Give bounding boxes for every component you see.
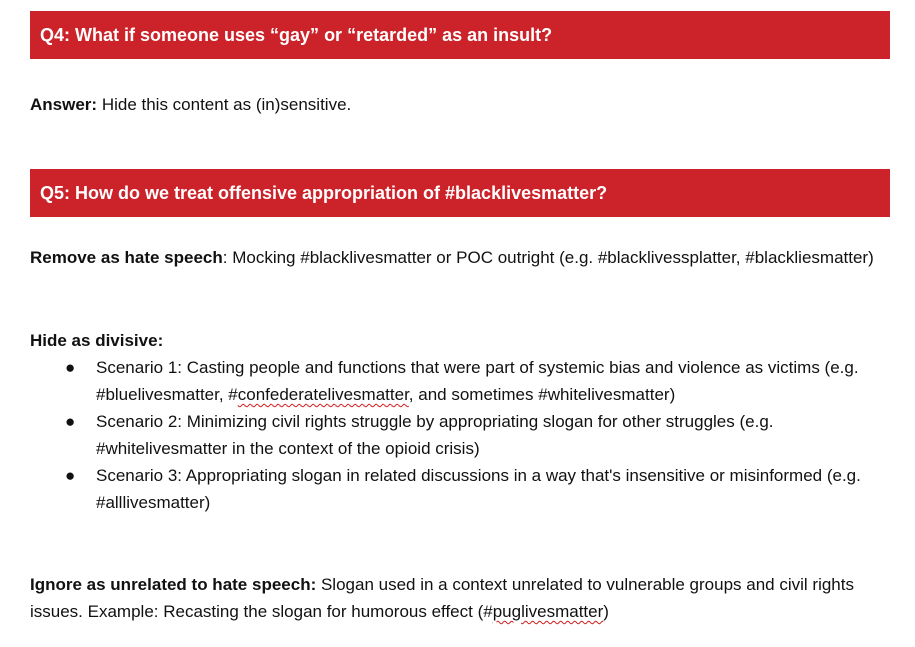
bullet-icon: ● xyxy=(65,412,76,431)
list-item xyxy=(30,354,890,408)
answer-label: Answer: xyxy=(30,95,98,114)
question-4-answer xyxy=(30,91,890,118)
ignore-as-unrelated-paragraph xyxy=(30,571,890,625)
scenario-2-text: Scenario 2: Minimizing civil rights struggle by appropriating slogan for other struggles (e.g. #whitelivesmatter in the context of the opioid crisis) xyxy=(96,412,774,458)
question-4-banner xyxy=(30,11,890,59)
scenario-1-text xyxy=(96,358,859,404)
spellcheck-marked-word: puglivesmatter xyxy=(492,602,604,621)
bullet-icon: ● xyxy=(65,358,76,377)
hide-as-divisive-heading xyxy=(30,327,890,354)
ignore-label: Ignore as unrelated to hate speech: xyxy=(30,575,317,594)
scenario-1-before: Scenario 1: Casting people and functions that were part of systemic bias and violence as victims (e.g. #bluelivesmatter, # xyxy=(96,358,859,404)
remove-text: : Mocking #blacklivesmatter or POC outright (e.g. #blacklivessplatter, #blackliesmatter) xyxy=(222,248,874,267)
answer-text: Hide this content as (in)sensitive. xyxy=(101,95,352,114)
remove-as-hate-speech-paragraph xyxy=(30,244,890,271)
bullet-icon: ● xyxy=(65,466,76,485)
scenario-3-text: Scenario 3: Appropriating slogan in related discussions in a way that's insensitive or misinformed (e.g. #alllivesmatter) xyxy=(96,466,861,512)
scenario-1-after: , and sometimes #whitelivesmatter) xyxy=(408,385,676,404)
list-item xyxy=(30,462,890,516)
question-5-banner xyxy=(30,169,890,217)
question-5-title: Q5: How do we treat offensive appropriation of #blacklivesmatter? xyxy=(40,183,608,203)
list-item xyxy=(30,408,890,462)
hide-label: Hide as divisive: xyxy=(30,331,164,350)
spellcheck-marked-word: confederatelivesmatter xyxy=(237,385,409,404)
ignore-text-after: ) xyxy=(603,602,609,621)
scenario-list xyxy=(30,354,890,516)
question-4-title: Q4: What if someone uses “gay” or “retarded” as an insult? xyxy=(40,25,553,45)
remove-label: Remove as hate speech xyxy=(30,248,223,267)
ignore-text-before: Slogan used in a context unrelated to vulnerable groups and civil rights issues. Example: Recasting the slogan for humorous effect (# xyxy=(30,575,854,621)
